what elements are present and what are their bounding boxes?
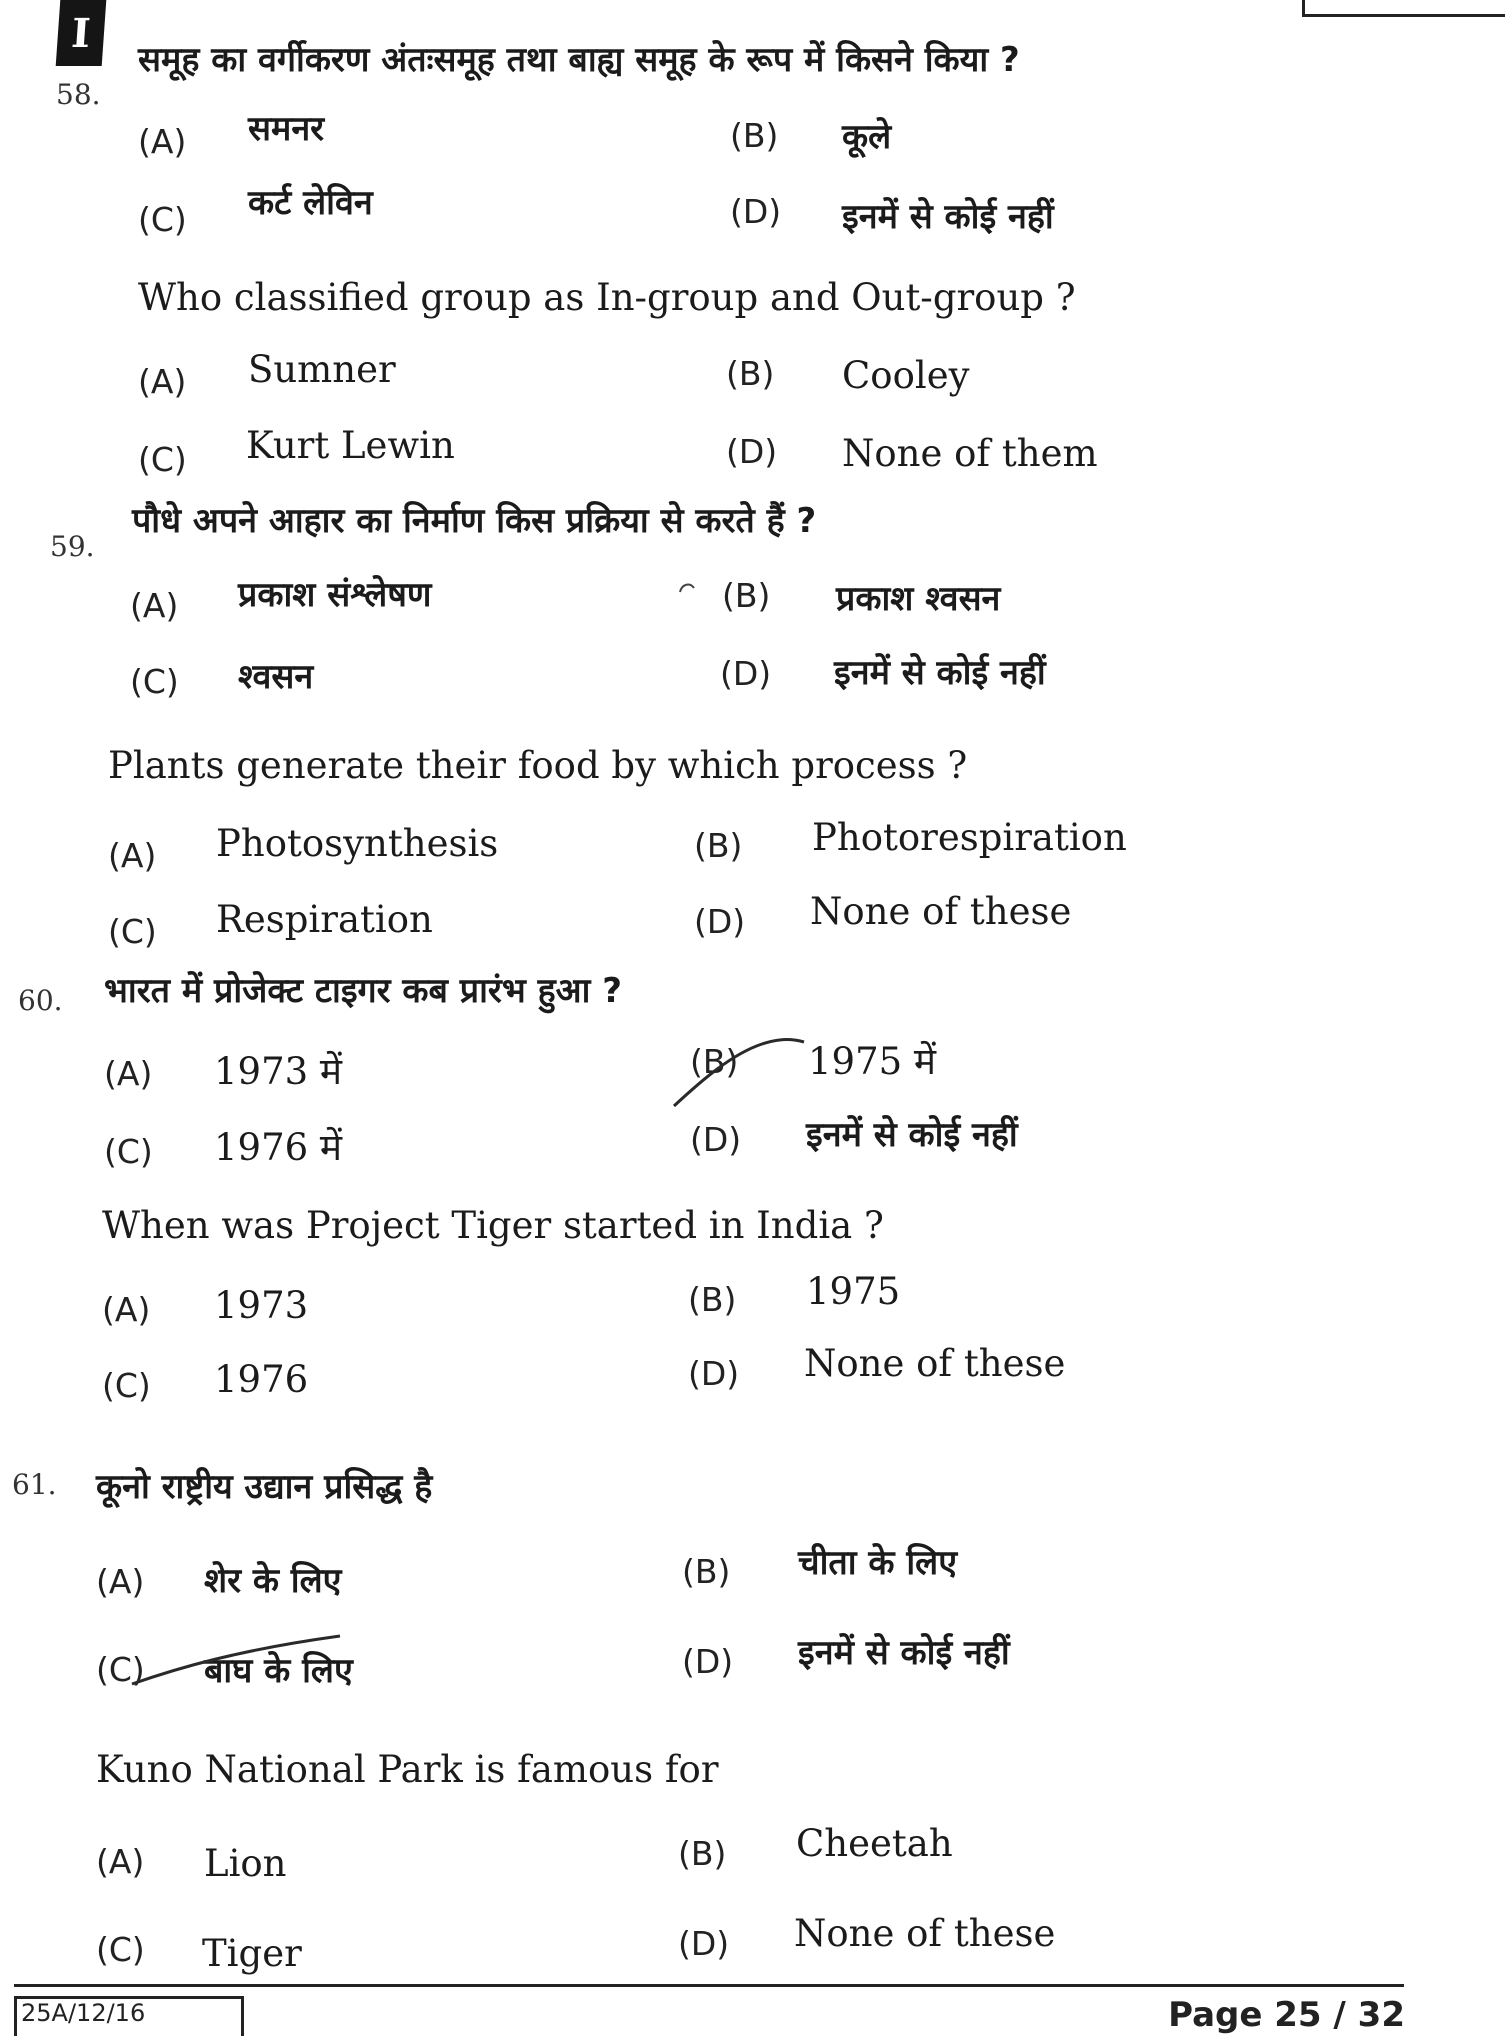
option-label-c: (C) xyxy=(138,200,187,239)
option-text-b: चीता के लिए xyxy=(798,1543,958,1583)
option-label-a: (A) xyxy=(104,1054,153,1093)
option-text-a: 1973 xyxy=(214,1284,309,1327)
option-label-c: (C) xyxy=(96,1930,145,1969)
option-label-d: (D) xyxy=(682,1642,734,1681)
corner-bracket xyxy=(1302,0,1505,17)
option-label-d: (D) xyxy=(730,192,782,231)
option-text-d: None of these xyxy=(810,890,1072,933)
option-text-c: Respiration xyxy=(216,898,433,941)
option-label-c: (C) xyxy=(96,1650,145,1689)
option-label-a: (A) xyxy=(96,1562,145,1601)
option-label-b: (B) xyxy=(682,1552,731,1591)
option-text-d: इनमें से कोई नहीं xyxy=(842,197,1054,237)
page-number: Page 25 / 32 xyxy=(1168,1995,1405,2035)
option-text-c: 1976 में xyxy=(214,1126,343,1169)
option-text-b: 1975 में xyxy=(808,1040,937,1083)
option-label-d: (D) xyxy=(690,1120,742,1159)
pen-dot-mark xyxy=(676,578,700,598)
option-text-a: समनर xyxy=(248,109,325,149)
option-label-d: (D) xyxy=(694,902,746,941)
question-text-english: Who classified group as In-group and Out-group ? xyxy=(138,276,1076,319)
option-label-b: (B) xyxy=(694,826,743,865)
option-text-b: Photorespiration xyxy=(812,816,1127,859)
question-number: 58. xyxy=(56,78,101,111)
option-text-b: कूले xyxy=(842,117,892,157)
option-label-b: (B) xyxy=(730,116,779,155)
question-text-hindi: पौधे अपने आहार का निर्माण किस प्रक्रिया से करते हैं ? xyxy=(132,501,817,541)
option-label-b: (B) xyxy=(726,354,775,393)
paper-code: 25A/12/16 xyxy=(14,1996,244,2036)
option-text-a: प्रकाश संश्लेषण xyxy=(238,575,432,615)
question-number: 60. xyxy=(18,984,63,1017)
option-label-c: (C) xyxy=(108,912,157,951)
option-label-a: (A) xyxy=(102,1290,151,1329)
option-text-b: Cooley xyxy=(842,354,970,397)
option-text-c: Kurt Lewin xyxy=(246,424,455,467)
option-label-b: (B) xyxy=(722,576,771,615)
option-label-c: (C) xyxy=(104,1132,153,1171)
option-text-d: None of these xyxy=(804,1342,1066,1385)
option-label-d: (D) xyxy=(688,1354,740,1393)
option-text-b: 1975 xyxy=(806,1270,901,1313)
option-text-d: None of them xyxy=(842,432,1098,475)
option-label-a: (A) xyxy=(138,362,187,401)
question-number: 59. xyxy=(50,530,95,563)
option-text-c: 1976 xyxy=(214,1358,309,1401)
option-text-d: इनमें से कोई नहीं xyxy=(806,1115,1018,1155)
option-text-d: इनमें से कोई नहीं xyxy=(834,653,1046,693)
section-badge: I xyxy=(56,0,107,66)
option-text-a: Photosynthesis xyxy=(216,822,499,865)
option-text-c: बाघ के लिए xyxy=(204,1651,353,1691)
option-text-a: Sumner xyxy=(248,348,396,391)
option-label-c: (C) xyxy=(130,662,179,701)
option-text-d: None of these xyxy=(794,1912,1056,1955)
option-text-b: प्रकाश श्वसन xyxy=(836,579,1001,619)
option-text-b: Cheetah xyxy=(796,1822,953,1865)
option-text-c: श्वसन xyxy=(238,657,314,697)
option-label-c: (C) xyxy=(138,440,187,479)
option-text-a: शेर के लिए xyxy=(204,1561,342,1601)
option-label-b: (B) xyxy=(678,1834,727,1873)
question-number: 61. xyxy=(12,1468,57,1501)
option-label-a: (A) xyxy=(96,1842,145,1881)
option-label-b: (B) xyxy=(688,1280,737,1319)
question-text-english: Kuno National Park is famous for xyxy=(96,1748,719,1791)
option-label-b: (B) xyxy=(690,1042,739,1081)
question-text-hindi: समूह का वर्गीकरण अंतःसमूह तथा बाह्य समूह के रूप में किसने किया ? xyxy=(138,40,1020,80)
question-text-english: When was Project Tiger started in India ? xyxy=(102,1204,884,1247)
option-text-a: Lion xyxy=(204,1842,287,1885)
option-label-a: (A) xyxy=(130,586,179,625)
option-label-d: (D) xyxy=(678,1924,730,1963)
option-text-c: कर्ट लेविन xyxy=(248,183,373,223)
question-text-hindi: कूनो राष्ट्रीय उद्यान प्रसिद्ध है xyxy=(96,1467,433,1507)
option-text-a: 1973 में xyxy=(214,1050,343,1093)
option-text-d: इनमें से कोई नहीं xyxy=(798,1633,1010,1673)
question-text-english: Plants generate their food by which process ? xyxy=(108,744,968,787)
question-text-hindi: भारत में प्रोजेक्ट टाइगर कब प्रारंभ हुआ ? xyxy=(104,971,622,1011)
option-label-d: (D) xyxy=(726,432,778,471)
option-label-d: (D) xyxy=(720,654,772,693)
footer-rule xyxy=(14,1984,1404,1987)
option-label-a: (A) xyxy=(108,836,157,875)
option-label-c: (C) xyxy=(102,1366,151,1405)
option-label-a: (A) xyxy=(138,122,187,161)
option-text-c: Tiger xyxy=(202,1932,302,1975)
